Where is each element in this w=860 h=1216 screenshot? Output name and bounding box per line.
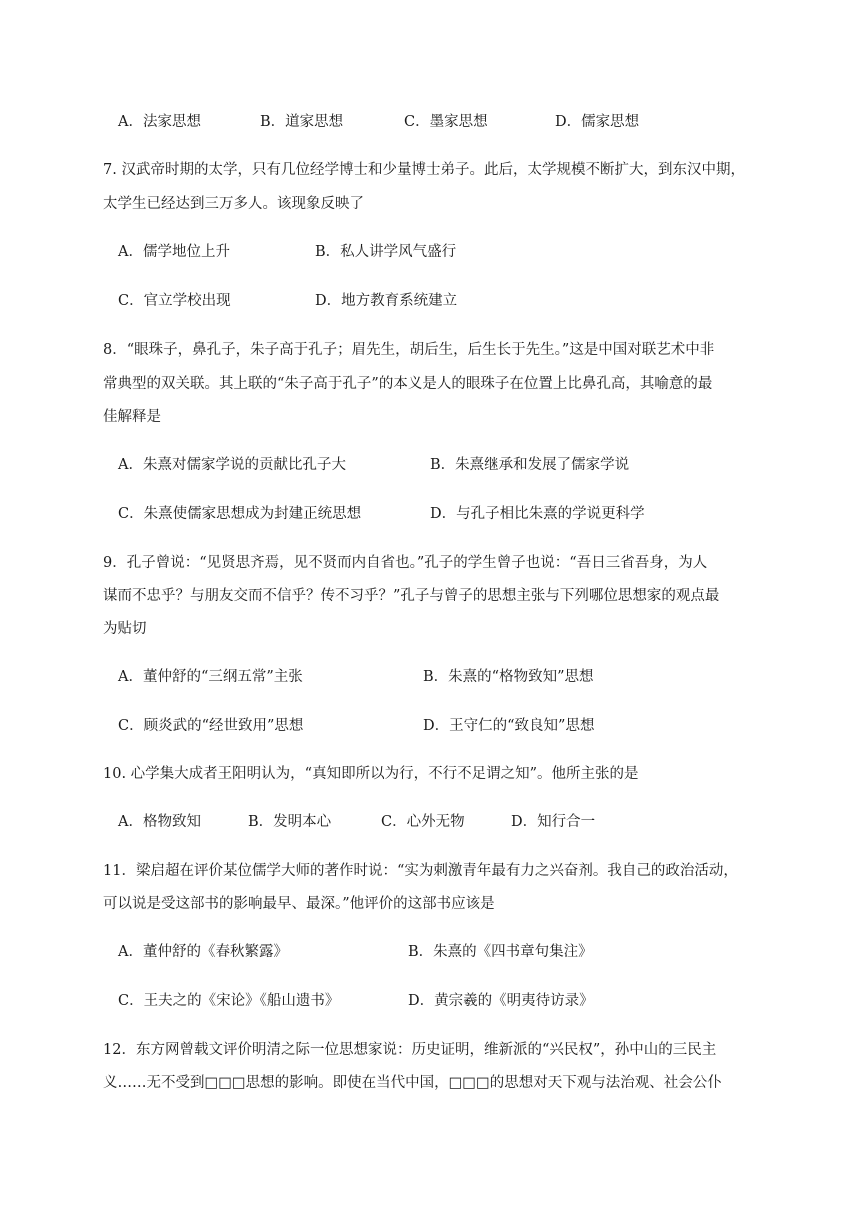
q8-option-d: D．与孔子相比朱熹的学说更科学 — [430, 506, 645, 522]
q9-option-d: D．王守仁的“致良知”思想 — [423, 718, 595, 734]
q9-option-c: C．顾炎武的“经世致用”思想 — [118, 718, 304, 734]
q10-option-a: A．格物致知 — [118, 814, 201, 830]
q8-stem-line-2: 常典型的双关联。其上联的“朱子高于孔子”的本义是人的眼珠子在位置上比鼻孔高，其喻意的最 — [103, 376, 713, 392]
q7-stem-line-1: 7. 汉武帝时期的太学，只有几位经学博士和少量博士弟子。此后，太学规模不断扩大，到东汉中期， — [103, 162, 745, 178]
q7-option-b: B．私人讲学风气盛行 — [315, 244, 457, 260]
q6-option-d: D．儒家思想 — [555, 114, 640, 130]
q11-option-c: C．王夫之的《宋论》《船山遗书》 — [118, 993, 340, 1009]
q8-stem-line-3: 佳解释是 — [103, 409, 161, 425]
q10-option-b: B．发明本心 — [248, 814, 332, 830]
q12-stem-line-2: 义……无不受到□□□思想的影响。即使在当代中国，□□□的思想对天下观与法治观、社会公仆 — [103, 1075, 722, 1091]
q11-option-a: A．董仲舒的《春秋繁露》 — [118, 944, 288, 960]
q6-option-c: C．墨家思想 — [404, 114, 488, 130]
q11-option-d: D．黄宗羲的《明夷待访录》 — [408, 993, 594, 1009]
q7-stem-line-2: 太学生已经达到三万多人。该现象反映了 — [103, 196, 364, 212]
q10-option-d: D．知行合一 — [511, 814, 596, 830]
q8-option-a: A．朱熹对儒家学说的贡献比孔子大 — [118, 457, 346, 473]
q9-stem-line-2: 谋而不忠乎？与朋友交而不信乎？传不习乎？”孔子与曾子的思想主张与下列哪位思想家的观点最 — [103, 588, 720, 604]
q6-option-b: B．道家思想 — [260, 114, 344, 130]
q11-stem-line-1: 11．梁启超在评价某位儒学大师的著作时说：“实为刺激青年最有力之兴奋剂。我自己的政治活动， — [103, 863, 738, 879]
q7-option-a: A．儒学地位上升 — [118, 244, 230, 260]
q9-option-b: B．朱熹的“格物致知”思想 — [423, 669, 594, 685]
q10-option-c: C．心外无物 — [381, 814, 465, 830]
q7-option-c: C．官立学校出现 — [118, 293, 231, 309]
q11-stem-line-2: 可以说是受这部书的影响最早、最深。”他评价的这部书应该是 — [103, 896, 495, 912]
q8-option-b: B．朱熹继承和发展了儒家学说 — [430, 457, 630, 473]
q7-option-d: D．地方教育系统建立 — [315, 293, 458, 309]
q6-option-a: A．法家思想 — [118, 114, 201, 130]
q11-option-b: B．朱熹的《四书章句集注》 — [408, 944, 593, 960]
q9-stem-line-1: 9．孔子曾说：“见贤思齐焉，见不贤而内自省也。”孔子的学生曾子也说：“吾日三省吾身，为人 — [103, 555, 708, 571]
q10-stem-line-1: 10. 心学集大成者王阳明认为，“真知即所以为行，不行不足谓之知”。他所主张的是 — [103, 766, 639, 782]
q9-stem-line-3: 为贴切 — [103, 621, 147, 637]
q8-stem-line-1: 8．“眼珠子，鼻孔子，朱子高于孔子；眉先生，胡后生，后生长于先生。”这是中国对联艺术中非 — [103, 342, 715, 358]
q12-stem-line-1: 12．东方网曾载文评价明清之际一位思想家说：历史证明，维新派的“兴民权”，孙中山的三民主 — [103, 1042, 717, 1058]
q9-option-a: A．董仲舒的“三纲五常”主张 — [118, 669, 303, 685]
q8-option-c: C．朱熹使儒家思想成为封建正统思想 — [118, 506, 362, 522]
